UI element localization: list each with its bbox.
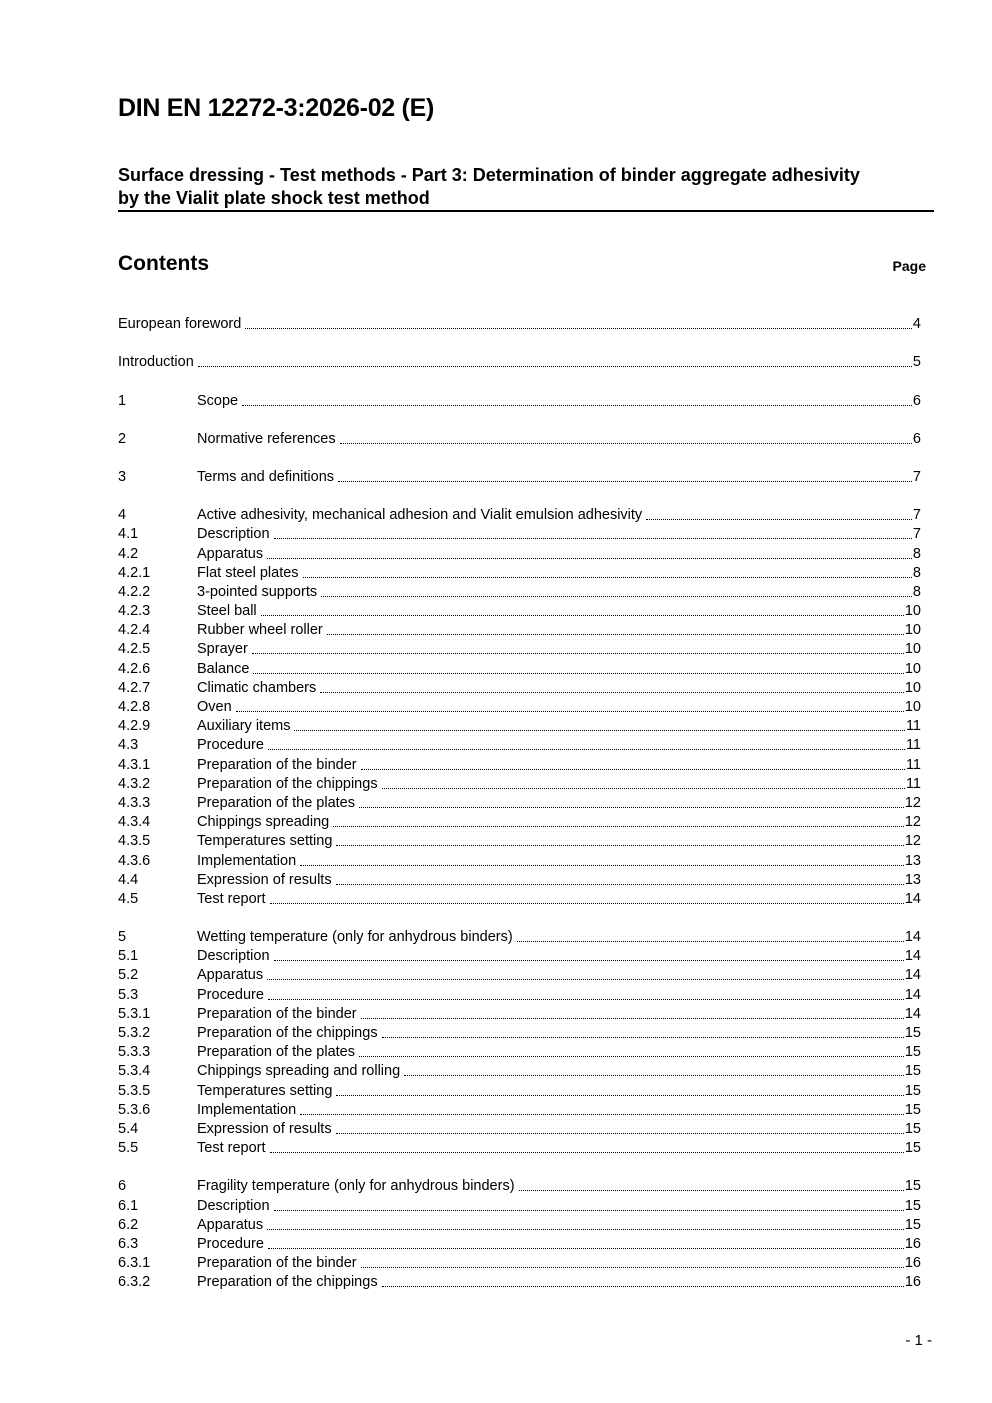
toc-leader-dots xyxy=(245,328,912,329)
toc-entry-number: 5.3.4 xyxy=(118,1063,151,1080)
toc-entry-title: Preparation of the chippings xyxy=(197,775,378,792)
toc-entry-page: 15 xyxy=(904,1120,921,1137)
toc-entry-page: 6 xyxy=(912,392,921,409)
contents-heading: Contents xyxy=(118,252,209,275)
toc-entry-page: 14 xyxy=(904,967,921,984)
toc-entry-title: Description xyxy=(197,1197,270,1214)
toc-entry-title: Preparation of the plates xyxy=(197,1044,355,1061)
toc-entry-page: 5 xyxy=(912,354,921,371)
toc-entry-number: 4.3 xyxy=(118,737,139,754)
toc-leader-dots xyxy=(253,673,903,674)
toc-entry[interactable] xyxy=(118,1120,921,1139)
toc-entry[interactable] xyxy=(118,1024,921,1043)
toc-entry[interactable] xyxy=(118,679,921,698)
toc-entry-number: 5.1 xyxy=(118,948,139,965)
toc-entry[interactable] xyxy=(118,525,921,544)
toc-entry-number: 4.2 xyxy=(118,545,139,562)
toc-entry[interactable] xyxy=(118,1062,921,1081)
toc-entry-title: Description xyxy=(197,948,270,965)
toc-entry-page: 10 xyxy=(904,699,921,715)
toc-entry[interactable] xyxy=(118,794,921,813)
toc-leader-dots xyxy=(359,1056,904,1057)
toc-entry-page: 15 xyxy=(904,1101,921,1118)
toc-entry-number: 4.2.8 xyxy=(118,699,151,715)
toc-entry-page: 11 xyxy=(905,775,921,792)
toc-entry-number: 6.3.1 xyxy=(118,1255,151,1272)
document-id: DIN EN 12272-3:2026-02 (E) xyxy=(118,94,434,122)
toc-entry[interactable] xyxy=(118,871,921,890)
toc-entry-page: 15 xyxy=(904,1082,921,1099)
toc-entry-title: Implementation xyxy=(197,1101,297,1118)
toc-entry-page: 7 xyxy=(912,507,921,524)
toc-entry-number: 4.3.1 xyxy=(118,756,151,773)
toc-entry-page: 10 xyxy=(904,641,921,658)
toc-entry[interactable] xyxy=(118,1273,921,1292)
toc-entry[interactable] xyxy=(118,832,921,851)
toc-entry-number: 4.2.2 xyxy=(118,583,151,600)
toc-entry-title: Apparatus xyxy=(197,1216,264,1233)
toc-entry-title: Normative references xyxy=(197,430,336,447)
toc-leader-dots xyxy=(340,443,912,444)
toc-entry-title: Rubber wheel roller xyxy=(197,622,323,639)
toc-entry-page: 16 xyxy=(904,1255,921,1272)
toc-entry-page: 15 xyxy=(904,1216,921,1233)
toc-entry-page: 14 xyxy=(904,986,921,1003)
toc-entry-page: 13 xyxy=(904,871,921,888)
toc-leader-dots xyxy=(361,1267,904,1268)
toc-entry-number: 4.3.6 xyxy=(118,852,151,869)
toc-entry-title: Climatic chambers xyxy=(197,679,317,696)
toc-entry[interactable] xyxy=(118,1235,921,1254)
toc-entry[interactable] xyxy=(118,775,921,794)
toc-entry-title: Expression of results xyxy=(197,871,332,888)
toc-entry-number: 4.4 xyxy=(118,871,139,888)
toc-entry[interactable] xyxy=(118,947,921,966)
toc-leader-dots xyxy=(359,807,904,808)
toc-entry-number: 4.2.3 xyxy=(118,603,151,620)
toc-entry-title: Active adhesivity, mechanical adhesion and Vialit emulsion adhesivity xyxy=(197,507,643,524)
toc-entry-number: 4.3.4 xyxy=(118,814,151,831)
toc-leader-dots xyxy=(404,1075,904,1076)
toc-entry-page: 15 xyxy=(904,1140,921,1157)
toc-entry[interactable] xyxy=(118,966,921,985)
toc-entry[interactable] xyxy=(118,698,921,717)
toc-entry-title: Preparation of the plates xyxy=(197,794,355,811)
toc-leader-dots xyxy=(274,1210,904,1211)
toc-leader-dots xyxy=(294,730,904,731)
toc-leader-dots xyxy=(268,1248,904,1249)
toc-entry-number: 4.3.2 xyxy=(118,775,151,792)
toc-entry-number: 5.3.6 xyxy=(118,1101,151,1118)
toc-entry-page: 12 xyxy=(904,814,921,831)
toc-entry-page: 11 xyxy=(905,718,921,735)
toc-entry-page: 8 xyxy=(912,564,921,581)
toc-leader-dots xyxy=(270,1152,904,1153)
toc-entry-page: 15 xyxy=(904,1063,921,1080)
toc-entry-number: 2 xyxy=(118,430,127,447)
toc-entry-title: Balance xyxy=(197,660,250,677)
toc-entry-title: Wetting temperature (only for anhydrous binders) xyxy=(197,929,513,946)
toc-entry-page: 16 xyxy=(904,1274,921,1291)
toc-entry-number: 6.3.2 xyxy=(118,1274,151,1291)
toc-entry-title: Preparation of the chippings xyxy=(197,1025,378,1041)
toc-entry-number: 5.3.3 xyxy=(118,1044,151,1061)
toc-entry[interactable] xyxy=(118,736,921,755)
page-number: - 1 - xyxy=(905,1332,932,1349)
page-column-heading: Page xyxy=(892,258,926,274)
toc-entry-page: 15 xyxy=(904,1197,921,1214)
toc-entry-number: 5 xyxy=(118,929,127,946)
toc-leader-dots xyxy=(274,960,904,961)
toc-entry-page: 7 xyxy=(912,526,921,543)
toc-entry-page: 13 xyxy=(904,852,921,869)
toc-entry-title: Implementation xyxy=(197,852,297,869)
toc-leader-dots xyxy=(338,481,912,482)
toc-entry-title: Procedure xyxy=(197,986,264,1003)
toc-entry[interactable] xyxy=(118,1139,921,1158)
toc-entry-title: Apparatus xyxy=(197,967,264,984)
toc-entry-page: 11 xyxy=(905,756,921,773)
toc-entry-title: Chippings spreading xyxy=(197,814,330,831)
toc-entry-title: Apparatus xyxy=(197,545,264,562)
toc-entry-title: Chippings spreading and rolling xyxy=(197,1063,401,1080)
toc-entry-page: 14 xyxy=(904,929,921,946)
toc-entry-number: 5.3 xyxy=(118,986,139,1003)
toc-entry-title: Preparation of the binder xyxy=(197,756,357,773)
title-rule xyxy=(118,210,934,212)
toc-entry[interactable] xyxy=(118,583,921,602)
toc-leader-dots xyxy=(303,577,912,578)
toc-entry-title: Temperatures setting xyxy=(197,833,333,850)
toc-entry-title: Temperatures setting xyxy=(197,1082,333,1099)
toc-leader-dots xyxy=(517,941,904,942)
toc-entry-title: 3-pointed supports xyxy=(197,583,318,600)
toc-entry[interactable] xyxy=(118,1081,921,1100)
toc-entry-number: 4 xyxy=(118,507,127,524)
toc-leader-dots xyxy=(382,1037,904,1038)
toc-leader-dots xyxy=(242,405,912,406)
toc-entry-page: 15 xyxy=(904,1178,921,1195)
toc-entry-number: 6 xyxy=(118,1178,127,1195)
toc-leader-dots xyxy=(300,865,904,866)
toc-entry-number: 5.3.1 xyxy=(118,1005,151,1022)
toc-entry-number: 4.2.1 xyxy=(118,564,151,581)
table-of-contents xyxy=(118,315,921,1292)
toc-entry[interactable] xyxy=(118,755,921,774)
toc-entry-number: 4.3.5 xyxy=(118,833,151,850)
toc-entry-number: 4.2.5 xyxy=(118,641,151,658)
toc-entry-page: 14 xyxy=(904,1005,921,1022)
toc-entry-number: 5.3.2 xyxy=(118,1025,151,1041)
toc-entry[interactable] xyxy=(118,813,921,832)
toc-entry-page: 6 xyxy=(912,430,921,447)
toc-entry-number: 4.2.6 xyxy=(118,660,151,677)
toc-leader-dots xyxy=(382,1286,904,1287)
toc-entry[interactable] xyxy=(118,602,921,621)
toc-leader-dots xyxy=(267,979,904,980)
toc-leader-dots xyxy=(361,769,905,770)
toc-entry-number: 4.2.4 xyxy=(118,622,151,639)
toc-entry[interactable] xyxy=(118,621,921,640)
toc-entry-page: 14 xyxy=(904,948,921,965)
toc-leader-dots xyxy=(300,1114,904,1115)
toc-leader-dots xyxy=(236,711,904,712)
toc-entry-title: Test report xyxy=(197,1140,266,1157)
toc-entry-title: Test report xyxy=(197,890,266,907)
toc-entry[interactable] xyxy=(118,315,921,334)
toc-entry-number: 5.2 xyxy=(118,967,139,984)
toc-entry-title: European foreword xyxy=(118,316,242,333)
toc-entry-page: 10 xyxy=(904,603,921,620)
toc-leader-dots xyxy=(646,519,912,520)
toc-entry-page: 4 xyxy=(912,316,921,333)
toc-leader-dots xyxy=(361,1018,904,1019)
toc-leader-dots xyxy=(267,1229,904,1230)
toc-leader-dots xyxy=(382,788,905,789)
toc-entry-page: 10 xyxy=(904,679,921,696)
toc-entry-number: 4.1 xyxy=(118,526,139,543)
toc-entry[interactable] xyxy=(118,659,921,678)
toc-leader-dots xyxy=(252,653,904,654)
toc-entry[interactable] xyxy=(118,506,921,525)
toc-entry-number: 6.1 xyxy=(118,1197,139,1214)
toc-entry-title: Preparation of the binder xyxy=(197,1005,357,1022)
toc-entry-title: Auxiliary items xyxy=(197,718,291,735)
toc-entry-number: 4.2.9 xyxy=(118,718,151,735)
toc-leader-dots xyxy=(267,558,912,559)
toc-entry-page: 16 xyxy=(904,1235,921,1252)
toc-entry[interactable] xyxy=(118,1101,921,1120)
toc-leader-dots xyxy=(268,749,905,750)
toc-entry-page: 7 xyxy=(912,468,921,485)
toc-entry-title: Steel ball xyxy=(197,603,257,620)
toc-entry[interactable] xyxy=(118,1216,921,1235)
toc-entry-title: Fragility temperature (only for anhydrous binders) xyxy=(197,1178,515,1195)
toc-entry-title: Oven xyxy=(197,699,232,715)
toc-entry[interactable] xyxy=(118,1043,921,1062)
toc-entry-title: Expression of results xyxy=(197,1120,332,1137)
toc-leader-dots xyxy=(268,999,904,1000)
toc-entry[interactable] xyxy=(118,890,921,909)
toc-entry-title: Preparation of the binder xyxy=(197,1255,357,1272)
toc-leader-dots xyxy=(336,845,903,846)
toc-entry[interactable] xyxy=(118,928,921,947)
toc-entry-number: 6.2 xyxy=(118,1216,139,1233)
toc-entry[interactable] xyxy=(118,717,921,736)
toc-entry-page: 14 xyxy=(904,890,921,907)
toc-leader-dots xyxy=(270,903,904,904)
toc-entry-page: 8 xyxy=(912,545,921,562)
toc-entry-page: 10 xyxy=(904,660,921,677)
document-subtitle: Surface dressing - Test methods - Part 3: Determination of binder aggregate adhesivity by the Vialit plate shock test method xyxy=(118,165,860,208)
toc-entry-page: 15 xyxy=(904,1025,921,1041)
toc-entry-title: Flat steel plates xyxy=(197,564,299,581)
toc-leader-dots xyxy=(261,615,904,616)
toc-leader-dots xyxy=(327,634,904,635)
toc-entry-page: 10 xyxy=(904,622,921,639)
toc-entry-title: Introduction xyxy=(118,354,194,371)
toc-entry-number: 6.3 xyxy=(118,1235,139,1252)
toc-entry[interactable] xyxy=(118,985,921,1004)
toc-entry-page: 12 xyxy=(904,833,921,850)
toc-entry[interactable] xyxy=(118,1005,921,1024)
toc-entry-number: 3 xyxy=(118,468,127,485)
toc-leader-dots xyxy=(321,596,912,597)
toc-entry-number: 4.5 xyxy=(118,890,139,907)
toc-leader-dots xyxy=(336,1095,903,1096)
toc-entry[interactable] xyxy=(118,1254,921,1273)
toc-entry-number: 5.3.5 xyxy=(118,1082,151,1099)
toc-leader-dots xyxy=(198,366,912,367)
toc-entry-number: 5.5 xyxy=(118,1140,139,1157)
toc-entry-title: Procedure xyxy=(197,737,264,754)
toc-entry-number: 1 xyxy=(118,392,127,409)
toc-entry[interactable] xyxy=(118,640,921,659)
toc-entry-number: 4.3.3 xyxy=(118,794,151,811)
toc-entry[interactable] xyxy=(118,1177,921,1196)
toc-entry[interactable] xyxy=(118,468,921,487)
toc-leader-dots xyxy=(274,538,912,539)
toc-leader-dots xyxy=(519,1190,904,1191)
toc-entry-page: 11 xyxy=(905,737,921,754)
toc-leader-dots xyxy=(336,884,904,885)
toc-entry[interactable] xyxy=(118,564,921,583)
toc-entry[interactable] xyxy=(118,544,921,563)
toc-entry-title: Procedure xyxy=(197,1235,264,1252)
toc-entry-page: 12 xyxy=(904,794,921,811)
toc-entry-number: 4.2.7 xyxy=(118,679,151,696)
toc-entry[interactable] xyxy=(118,430,921,449)
toc-leader-dots xyxy=(320,692,904,693)
toc-entry[interactable] xyxy=(118,851,921,870)
toc-entry[interactable] xyxy=(118,1196,921,1215)
toc-entry-number: 5.4 xyxy=(118,1120,139,1137)
toc-entry-title: Description xyxy=(197,526,270,543)
toc-entry[interactable] xyxy=(118,353,921,372)
toc-entry-page: 15 xyxy=(904,1044,921,1061)
toc-leader-dots xyxy=(333,826,904,827)
toc-entry-title: Terms and definitions xyxy=(197,468,335,485)
toc-leader-dots xyxy=(336,1133,904,1134)
toc-entry[interactable] xyxy=(118,391,921,410)
toc-entry-title: Sprayer xyxy=(197,641,248,658)
toc-entry-page: 8 xyxy=(912,583,921,600)
toc-entry-title: Preparation of the chippings xyxy=(197,1274,378,1291)
toc-entry-title: Scope xyxy=(197,392,239,409)
